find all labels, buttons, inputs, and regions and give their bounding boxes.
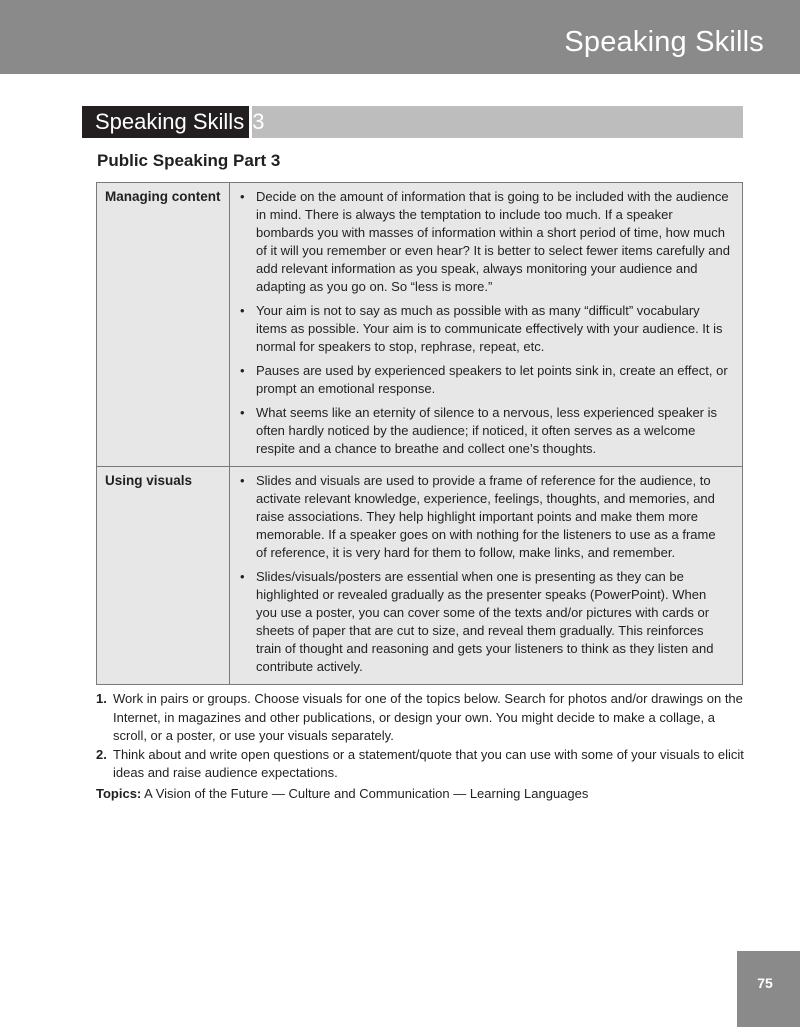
content-table	[96, 182, 743, 685]
bullet-text: What seems like an eternity of silence to a nervous, less experienced speaker is often hardly noticed by the audience; if noticed, it often serves as a welcome respite and a chance to breathe and collect one’s thoughts.	[256, 405, 718, 456]
task-list	[96, 690, 746, 783]
bullet-icon: •	[240, 405, 245, 420]
bullet-text: Slides and visuals are used to provide a frame of reference for the audience, to activate relevant knowledge, experience, feelings, thoughts, and memories, and raise associations. They help highlight important points and make them more memorable. If a speaker goes on with nothing for the listeners to use as a frame of reference, it is very hard for them to follow, make links, and remember.	[256, 473, 716, 560]
bullet-icon: •	[240, 303, 245, 318]
task-text: Think about and write open questions or a statement/quote that you can use with some of your visuals to elicit ideas and raise audience expectations.	[113, 746, 744, 780]
section-label-text: Speaking Skills	[95, 109, 245, 134]
table-row	[97, 467, 743, 685]
bullet-icon: •	[240, 473, 245, 488]
task-item	[96, 746, 746, 783]
bullet-item	[238, 568, 730, 676]
row-label: Managing content	[97, 183, 230, 467]
bullet-text: Decide on the amount of information that is going to be included with the audience in mind. There is always the temptation to include too much. If a speaker bombards you with masses of information within a short period of time, how much of it will you remember or even hear? It is better to select fewer items carefully and add relevant information as you speak, always monitoring your audience and adapting as you go on. So “less is more.”	[256, 189, 730, 294]
bullet-text: Slides/visuals/posters are essential when one is presenting as they can be highlighted or revealed gradually as the presenter speaks (PowerPoint). When you use a poster, you can cover some of the texts and/or pictures with cards or sheets of paper that are cut to size, and reveal them gradually. This reinforces train of thought and reasoning and gets your listeners to think as they listen and contribute actively.	[256, 569, 714, 674]
task-number: 2.	[96, 746, 107, 762]
task-text: Work in pairs or groups. Choose visuals for one of the topics below. Search for photos and/or drawings on the Internet, in magazines and other publications, or design your own. You might decide to make a collage, a scroll, or a poster, or use your visuals separately.	[113, 691, 743, 743]
row-bullets	[230, 467, 743, 685]
section-bar	[82, 106, 743, 138]
bullet-text: Your aim is not to say as much as possible with as many “difficult” vocabulary items as possible. Your aim is to communicate effectively with your audience. It is normal for speakers to stop, rephrase, repeat, etc.	[256, 303, 723, 354]
banner-title: Speaking Skills	[564, 26, 764, 58]
bullet-item	[238, 362, 730, 398]
section-label	[82, 106, 265, 138]
table-row	[97, 183, 743, 467]
bullet-item	[238, 302, 730, 356]
task-number: 1.	[96, 691, 107, 706]
page-heading: Public Speaking Part 3	[97, 151, 281, 170]
bullet-icon: •	[240, 569, 245, 584]
row-label: Using visuals	[97, 467, 230, 685]
top-banner	[0, 0, 800, 74]
section-number: 3	[252, 109, 265, 134]
topics-line	[96, 785, 746, 803]
bullet-icon: •	[240, 189, 245, 204]
bullet-item	[238, 472, 730, 562]
topics-label: Topics:	[96, 786, 142, 801]
bullet-icon: •	[240, 363, 245, 378]
page-number-tab	[737, 951, 800, 1027]
row-bullets	[230, 183, 743, 467]
topics-text: A Vision of the Future — Culture and Communication — Learning Languages	[144, 786, 589, 801]
page-number: 75	[757, 975, 773, 991]
bullet-item	[238, 404, 730, 458]
bullet-item	[238, 188, 730, 296]
task-item	[96, 690, 746, 746]
bullet-text: Pauses are used by experienced speakers to let points sink in, create an effect, or prompt an emotional response.	[256, 363, 728, 396]
